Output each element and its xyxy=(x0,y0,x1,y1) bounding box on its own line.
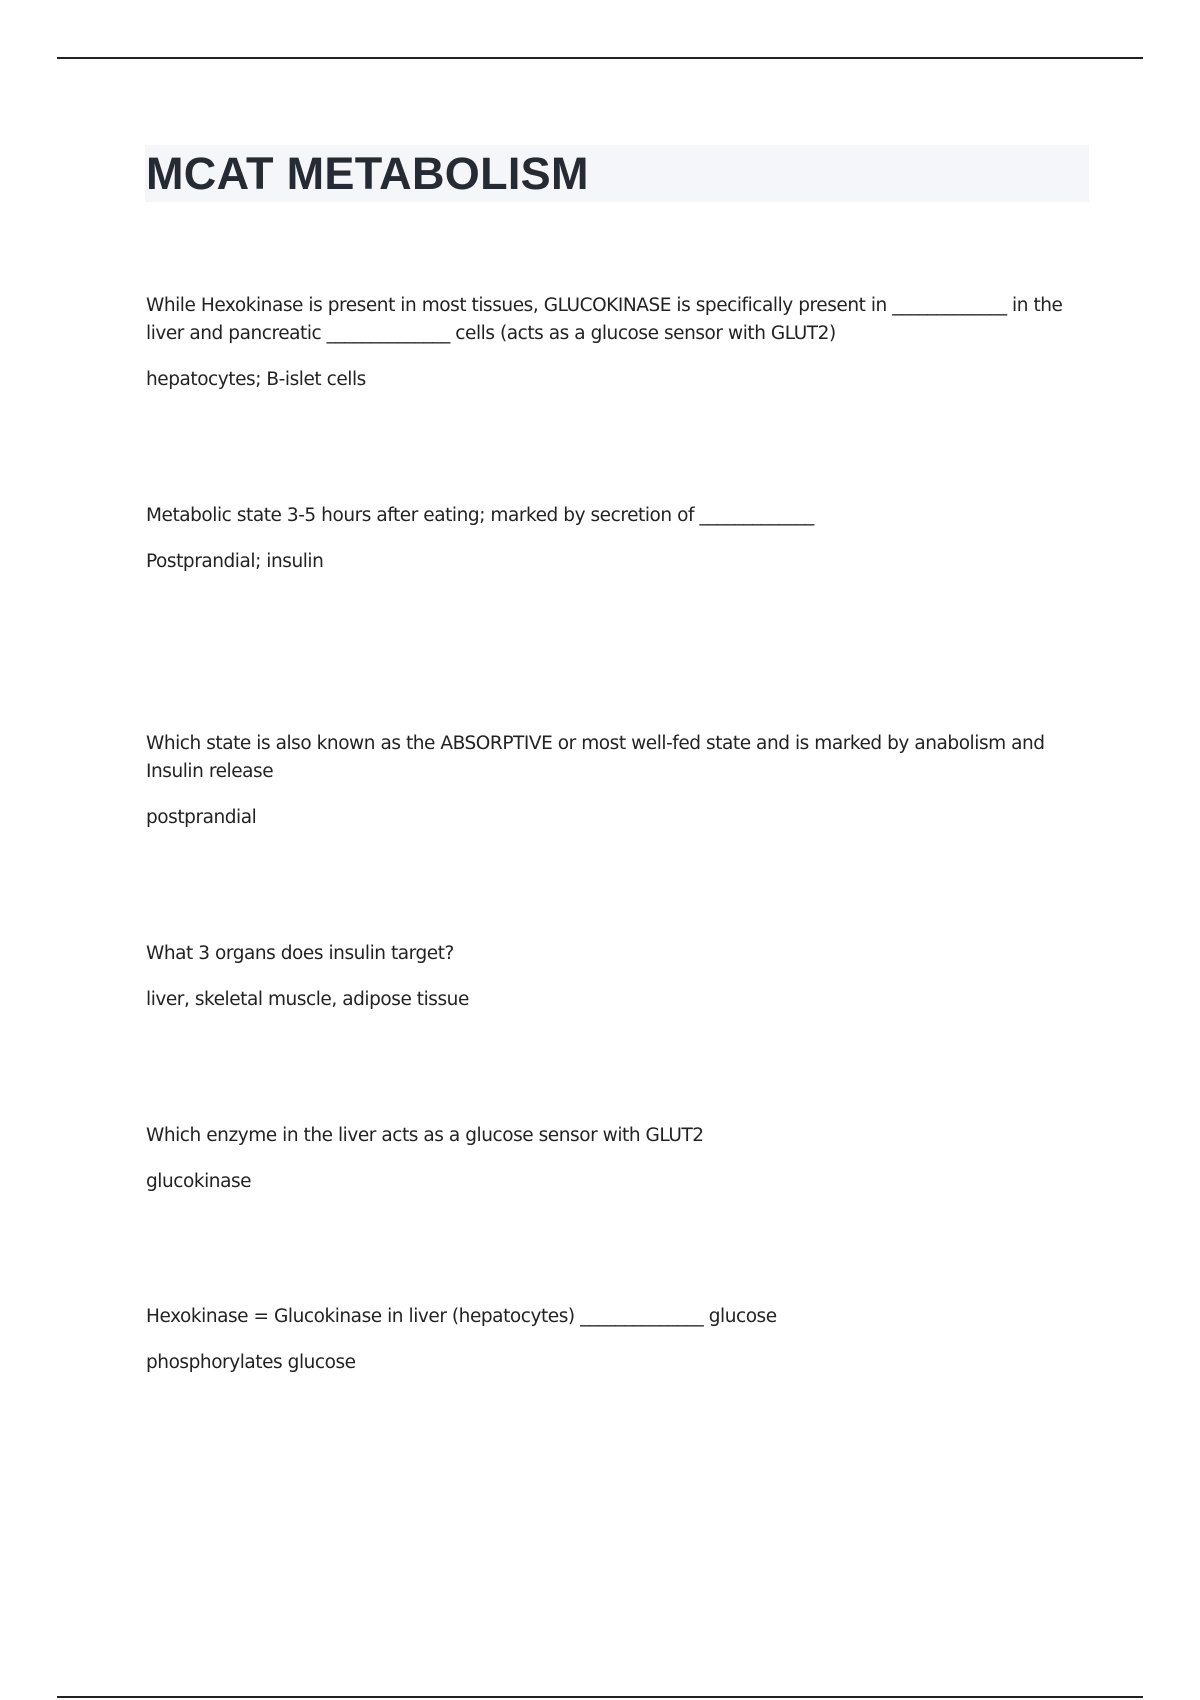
card-question: Which enzyme in the liver acts as a glucose sensor with GLUT2 xyxy=(146,1125,704,1146)
flashcard xyxy=(146,292,1096,394)
card-answer: phosphorylates glucose xyxy=(146,1352,356,1373)
card-answer: Postprandial; insulin xyxy=(146,551,324,572)
card-question: Metabolic state 3-5 hours after eating; marked by secretion of _____________ xyxy=(146,505,814,526)
card-answer: hepatocytes; B-islet cells xyxy=(146,369,366,390)
card-answer: glucokinase xyxy=(146,1171,252,1192)
header-rule xyxy=(57,57,1143,59)
card-question: Which state is also known as the ABSORPTIVE or most well-fed state and is marked by anabolism and Insulin release xyxy=(146,733,1045,782)
card-question: What 3 organs does insulin target? xyxy=(146,943,454,964)
card-question: While Hexokinase is present in most tissues, GLUCOKINASE is specifically present in _____________ in the liver and pancreatic ______________ cells (acts as a glucose sensor with GLUT2) xyxy=(146,295,1063,344)
card-answer: postprandial xyxy=(146,807,257,828)
flashcard xyxy=(146,940,1096,1014)
footer-rule xyxy=(57,1696,1143,1698)
flashcard xyxy=(146,1303,1096,1377)
flashcard xyxy=(146,730,1096,832)
page-title: MCAT METABOLISM xyxy=(146,148,589,199)
flashcard xyxy=(146,1122,1096,1196)
card-answer: liver, skeletal muscle, adipose tissue xyxy=(146,989,469,1010)
card-question: Hexokinase = Glucokinase in liver (hepatocytes) ______________ glucose xyxy=(146,1306,777,1327)
flashcard xyxy=(146,502,1096,576)
